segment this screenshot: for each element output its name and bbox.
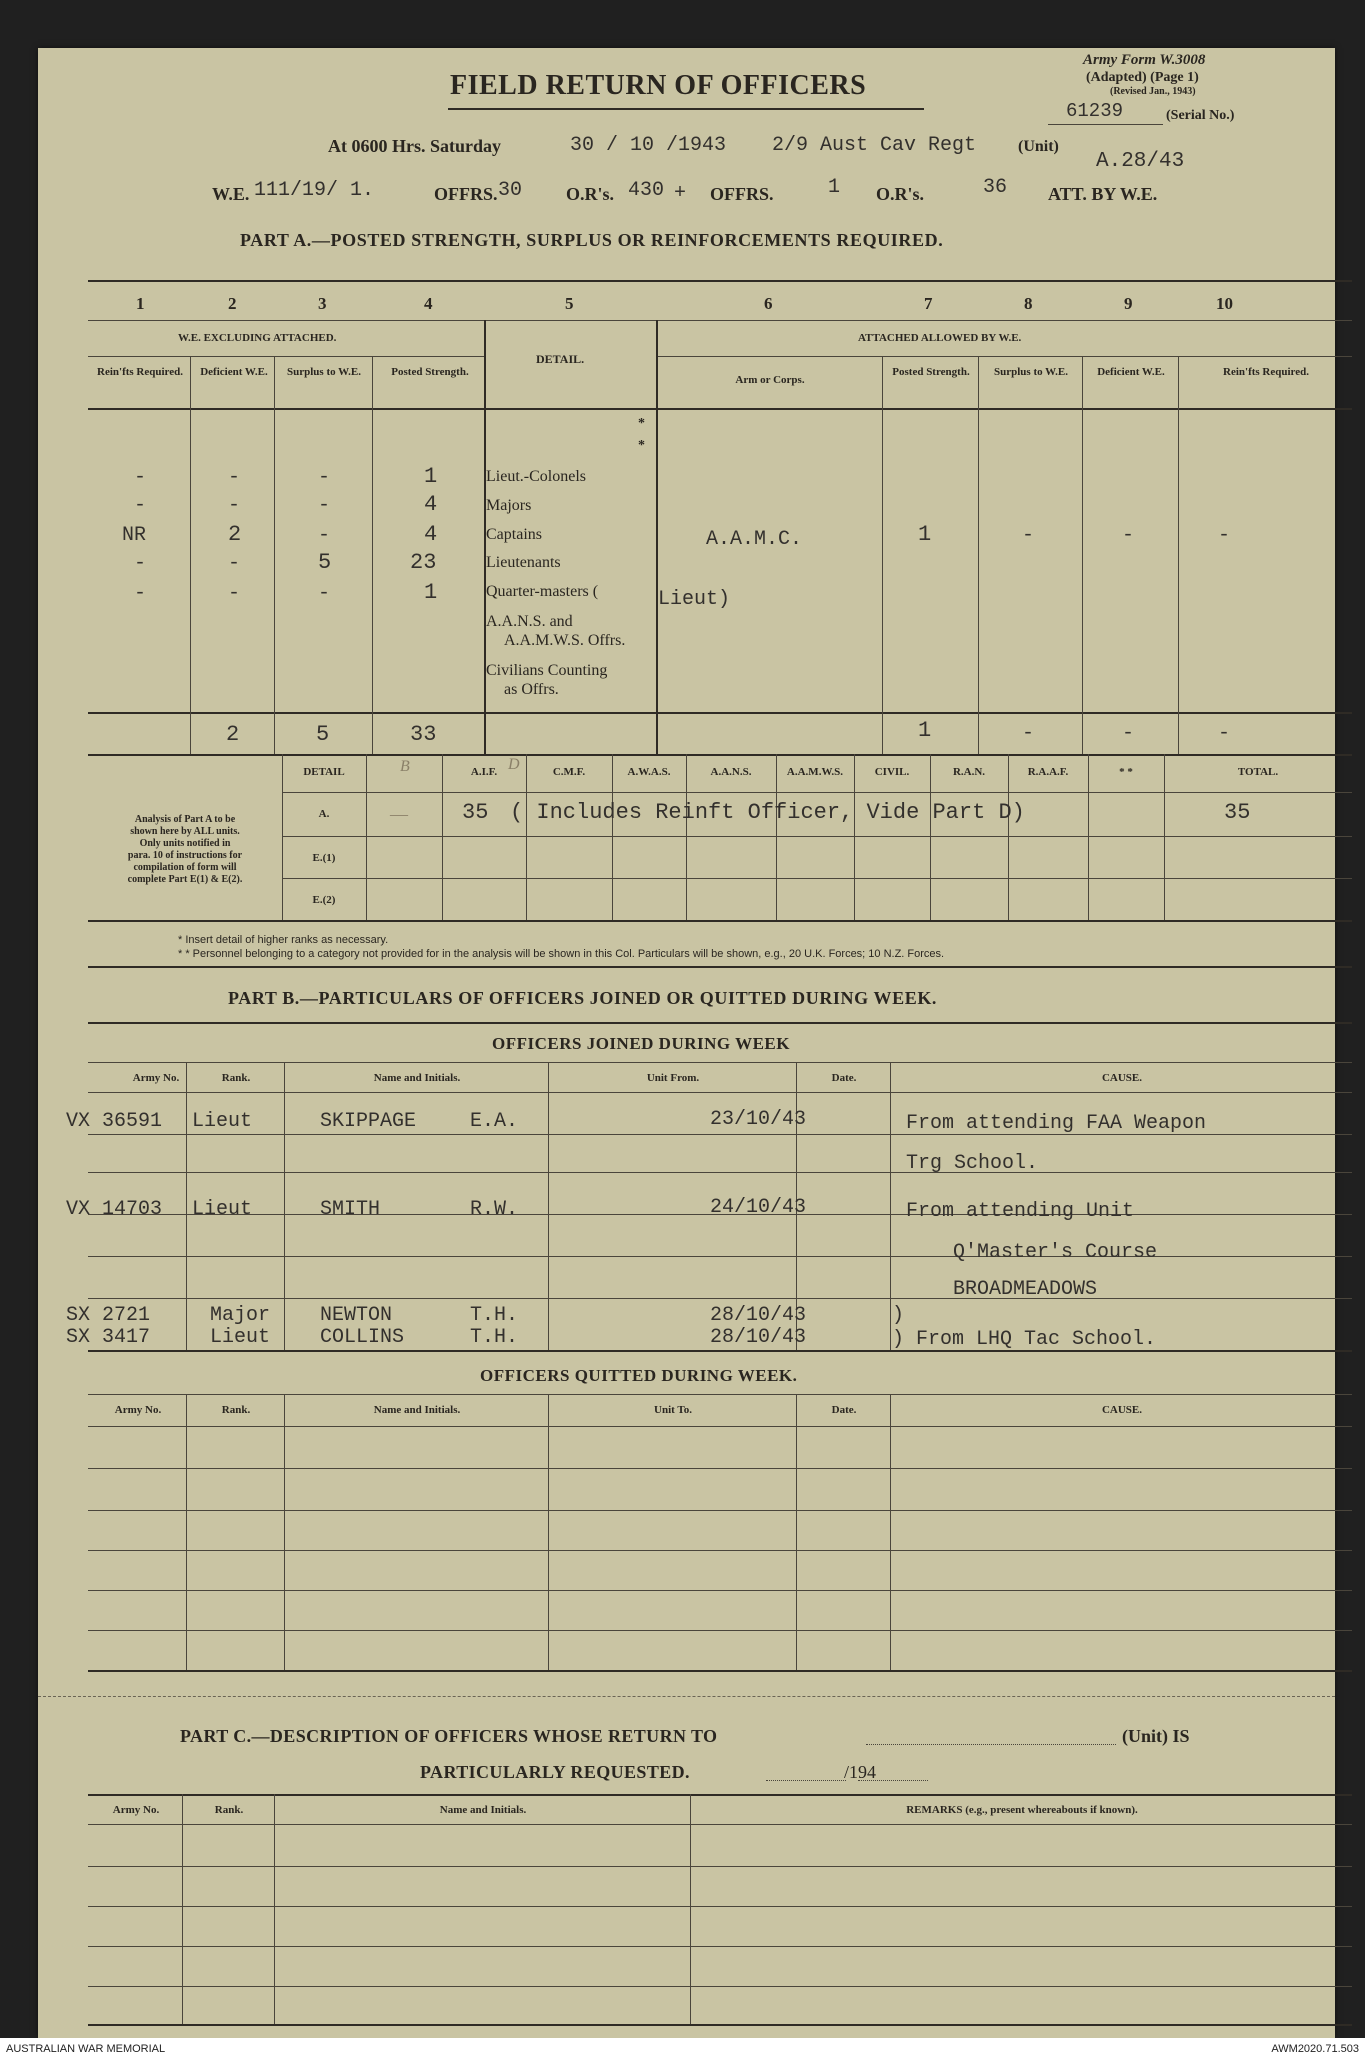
joined-header: CAUSE. xyxy=(1101,1072,1143,1084)
joined-cause: Q'Master's Course xyxy=(953,1241,1158,1264)
att-label: ATT. BY W.E. xyxy=(1048,184,1158,204)
joined-initials: T.H. xyxy=(470,1326,519,1349)
ors-label: O.R's. xyxy=(566,184,615,204)
rank-label: A.A.M.W.S. Offrs. xyxy=(504,632,626,649)
joined-date: 23/10/43 xyxy=(710,1108,807,1131)
analysis-a-note: ( Includes Reinft Officer, Vide Part D) xyxy=(510,800,1025,825)
cell: - xyxy=(228,552,241,575)
quitted-header: CAUSE. xyxy=(1101,1404,1143,1416)
we-label: W.E. xyxy=(212,184,250,204)
joined-cause: Trg School. xyxy=(906,1152,1039,1175)
cell: 1 xyxy=(424,464,438,489)
rank-label: Lieut.-Colonels xyxy=(486,468,586,485)
detail-header: DETAIL. xyxy=(536,352,585,366)
joined-header: Name and Initials. xyxy=(373,1072,461,1084)
part-b-heading: PART B.—PARTICULARS OF OFFICERS JOINED OR QUITTED DURING WEEK. xyxy=(228,988,938,1008)
footer-institution: AUSTRALIAN WAR MEMORIAL xyxy=(6,2043,166,2055)
analysis-header: R.A.N. xyxy=(952,766,986,778)
analysis-header: TOTAL. xyxy=(1237,766,1279,778)
col-number: 8 xyxy=(1024,294,1033,313)
joined-rank: Lieut xyxy=(192,1198,253,1221)
part-c-header: Name and Initials. xyxy=(439,1804,527,1816)
arm-note: Lieut) xyxy=(658,588,731,611)
sub-header: Rein'fts Required. xyxy=(1223,366,1309,378)
cell: 23 xyxy=(410,550,437,575)
cell: 5 xyxy=(318,550,332,575)
ors2-label: O.R's. xyxy=(876,184,925,204)
col-number: 6 xyxy=(764,294,773,313)
attached-header: ATTACHED ALLOWED BY W.E. xyxy=(858,332,1022,344)
analysis-row-label: E.(1) xyxy=(312,852,336,864)
cell: - xyxy=(318,494,331,517)
footnote-1: * Insert detail of higher ranks as necessary. xyxy=(178,934,389,946)
plus-sign: + xyxy=(674,182,687,205)
rank-label: as Offrs. xyxy=(504,681,559,698)
reference-number: A.28/43 xyxy=(1096,150,1185,173)
footer-accession: AWM2020.71.503 xyxy=(1271,2043,1359,2055)
title-underline xyxy=(448,108,924,110)
joined-header: Date. xyxy=(831,1072,857,1084)
cell: - xyxy=(134,494,147,517)
army-form-number: Army Form W.3008 xyxy=(1083,52,1206,68)
cell: - xyxy=(228,494,241,517)
total-deficient: 2 xyxy=(226,722,240,747)
sub-header: Posted Strength. xyxy=(892,366,970,378)
serial-label: (Serial No.) xyxy=(1166,108,1235,123)
star-mark: * xyxy=(638,438,645,453)
cell: - xyxy=(1022,524,1035,547)
adapted-note: (Adapted) (Page 1) xyxy=(1086,70,1199,85)
time-day-label: At 0600 Hrs. Saturday xyxy=(328,136,502,156)
offrs2-label: OFFRS. xyxy=(710,184,774,204)
sub-header: Surplus to W.E. xyxy=(994,366,1068,378)
part-c-date: /194 xyxy=(844,1762,877,1782)
col-number: 7 xyxy=(924,294,933,313)
joined-army-no: SX 3417 xyxy=(66,1326,151,1349)
total-att-deficient: - xyxy=(1122,722,1135,745)
aif-pencil-mark: D xyxy=(508,756,520,773)
col-number: 10 xyxy=(1216,294,1233,313)
page-title: FIELD RETURN OF OFFICERS xyxy=(450,70,867,101)
offrs-label: OFFRS. xyxy=(434,184,498,204)
quitted-header: Date. xyxy=(831,1404,857,1416)
analysis-header: B xyxy=(400,758,410,775)
sub-header: Surplus to W.E. xyxy=(287,366,361,378)
joined-name: COLLINS xyxy=(320,1326,405,1349)
cell: 1 xyxy=(918,522,932,547)
analysis-note: Analysis of Part A to be shown here by ALL units. Only units notified in para. 10 of instructions for compilation of form will complete Part E(1) & E(2). xyxy=(127,814,243,885)
total-att-posted: 1 xyxy=(918,718,932,743)
ors2-value: 36 xyxy=(983,176,1008,199)
we-excl-header: W.E. EXCLUDING ATTACHED. xyxy=(178,332,337,344)
ors-value: 430 xyxy=(628,179,665,202)
quitted-header: Name and Initials. xyxy=(373,1404,461,1416)
joined-initials: R.W. xyxy=(470,1198,519,1221)
col-number: 9 xyxy=(1124,294,1133,313)
joined-initials: T.H. xyxy=(470,1304,519,1327)
col-number: 4 xyxy=(424,294,433,313)
joined-header: Rank. xyxy=(221,1072,251,1084)
joined-name: NEWTON xyxy=(320,1304,393,1327)
joined-header: Unit From. xyxy=(646,1072,700,1084)
sub-header: Rein'fts Required. xyxy=(97,366,183,378)
joined-date: 24/10/43 xyxy=(710,1196,807,1219)
rank-label: Captains xyxy=(486,526,542,543)
joined-date: 28/10/43 xyxy=(710,1304,807,1327)
date-value: 30 / 10 /1943 xyxy=(570,134,727,157)
joined-header: Army No. xyxy=(132,1072,180,1084)
cell: 1 xyxy=(424,580,438,605)
cell: - xyxy=(134,582,147,605)
sub-header: Arm or Corps. xyxy=(735,374,805,386)
rank-label: A.A.N.S. and xyxy=(486,613,573,630)
quitted-header: Army No. xyxy=(114,1404,162,1416)
joined-army-no: SX 2721 xyxy=(66,1304,151,1327)
joined-name: SMITH xyxy=(320,1198,381,1221)
part-a-top-rule xyxy=(88,280,1352,282)
analysis-header: * * xyxy=(1119,766,1133,778)
revised-note: (Revised Jan., 1943) xyxy=(1110,86,1196,97)
total-posted: 33 xyxy=(410,722,437,747)
part-a-heading: PART A.—POSTED STRENGTH, SURPLUS OR REINFORCEMENTS REQUIRED. xyxy=(240,230,944,250)
analysis-a-dash: — xyxy=(390,804,408,824)
cell: - xyxy=(228,466,241,489)
arm-corps-value: A.A.M.C. xyxy=(706,528,803,551)
cell: - xyxy=(134,552,147,575)
quitted-header: Rank. xyxy=(221,1404,251,1416)
sub-header: Deficient W.E. xyxy=(200,366,268,378)
total-surplus: 5 xyxy=(316,722,330,747)
rank-label: Civilians Counting xyxy=(486,662,608,679)
joined-army-no: VX 14703 xyxy=(66,1198,163,1221)
joined-rank: Lieut xyxy=(192,1110,253,1133)
analysis-header: R.A.A.F. xyxy=(1027,766,1069,778)
sub-header: Deficient W.E. xyxy=(1097,366,1165,378)
cell: - xyxy=(318,524,331,547)
footnote-2: * * Personnel belonging to a category not provided for in the analysis will be shown in this Col. Particulars will be shown, e.g., 20 U.K. Forces; 10 N.Z. Forces. xyxy=(178,948,945,960)
unit-label: (Unit) xyxy=(1018,138,1059,155)
we-value: 111/19/ 1. xyxy=(254,179,375,202)
joined-cause: ) From LHQ Tac School. xyxy=(892,1328,1157,1351)
part-c-line2: PARTICULARLY REQUESTED. xyxy=(420,1762,690,1782)
rank-label: Majors xyxy=(486,497,532,514)
joined-rank: Lieut xyxy=(210,1326,271,1349)
analysis-total: 35 xyxy=(1224,800,1251,825)
part-c-header: Army No. xyxy=(112,1804,160,1816)
total-att-reinf: - xyxy=(1218,722,1231,745)
part-c-unit-is: (Unit) IS xyxy=(1122,1726,1190,1746)
serial-value: 61239 xyxy=(1066,100,1124,122)
part-c-header: Rank. xyxy=(214,1804,244,1816)
cell: - xyxy=(134,466,147,489)
joined-heading: OFFICERS JOINED DURING WEEK xyxy=(492,1034,790,1053)
joined-cause: BROADMEADOWS xyxy=(953,1278,1098,1301)
cell: 4 xyxy=(424,492,438,517)
star-mark: * xyxy=(638,416,645,431)
total-att-surplus: - xyxy=(1022,722,1035,745)
archive-footer xyxy=(0,2038,1365,2061)
analysis-header: CIVIL. xyxy=(874,766,910,778)
unit-value: 2/9 Aust Cav Regt xyxy=(772,134,977,157)
serial-underline xyxy=(1048,124,1163,125)
part-c-header: REMARKS (e.g., present whereabouts if known). xyxy=(906,1804,1138,1816)
tear-line xyxy=(38,1696,1335,1697)
joined-cause: ) xyxy=(892,1304,905,1327)
quitted-heading: OFFICERS QUITTED DURING WEEK. xyxy=(480,1366,798,1385)
analysis-header: A.I.F. xyxy=(470,766,498,778)
cell: - xyxy=(318,466,331,489)
analysis-row-label: E.(2) xyxy=(312,894,336,906)
part-c-heading: PART C.—DESCRIPTION OF OFFICERS WHOSE RETURN TO xyxy=(180,1726,718,1746)
cell: - xyxy=(1122,524,1135,547)
joined-rank: Major xyxy=(210,1304,271,1327)
analysis-header: C.M.F. xyxy=(552,766,586,778)
joined-date: 28/10/43 xyxy=(710,1326,807,1349)
col-number: 3 xyxy=(318,294,327,313)
rank-label: Quarter-masters ( xyxy=(486,583,599,600)
aif-value: 35 xyxy=(462,800,489,825)
col-number: 2 xyxy=(228,294,237,313)
joined-name: SKIPPAGE xyxy=(320,1110,417,1133)
analysis-header: A.A.M.W.S. xyxy=(786,766,844,778)
analysis-header: A.W.A.S. xyxy=(627,766,671,778)
joined-cause: From attending FAA Weapon xyxy=(906,1112,1207,1135)
cell: 2 xyxy=(228,522,242,547)
analysis-header: A.A.N.S. xyxy=(710,766,752,778)
form-paper xyxy=(38,48,1335,2038)
joined-initials: E.A. xyxy=(470,1110,519,1133)
col-number: 5 xyxy=(565,294,574,313)
cell: - xyxy=(318,582,331,605)
analysis-row-label: A. xyxy=(318,808,330,820)
cell: - xyxy=(1218,524,1231,547)
joined-cause: From attending Unit xyxy=(906,1200,1135,1223)
offrs-value: 30 xyxy=(498,179,523,202)
cell: - xyxy=(228,582,241,605)
cell: 4 xyxy=(424,522,438,547)
rank-label: Lieutenants xyxy=(486,554,561,571)
sub-header: Posted Strength. xyxy=(391,366,469,378)
quitted-header: Unit To. xyxy=(654,1404,692,1416)
analysis-header: DETAIL xyxy=(303,766,345,778)
col-number: 1 xyxy=(136,294,145,313)
joined-army-no: VX 36591 xyxy=(66,1110,163,1133)
cell: NR xyxy=(122,524,147,547)
offrs2-value: 1 xyxy=(828,176,841,199)
